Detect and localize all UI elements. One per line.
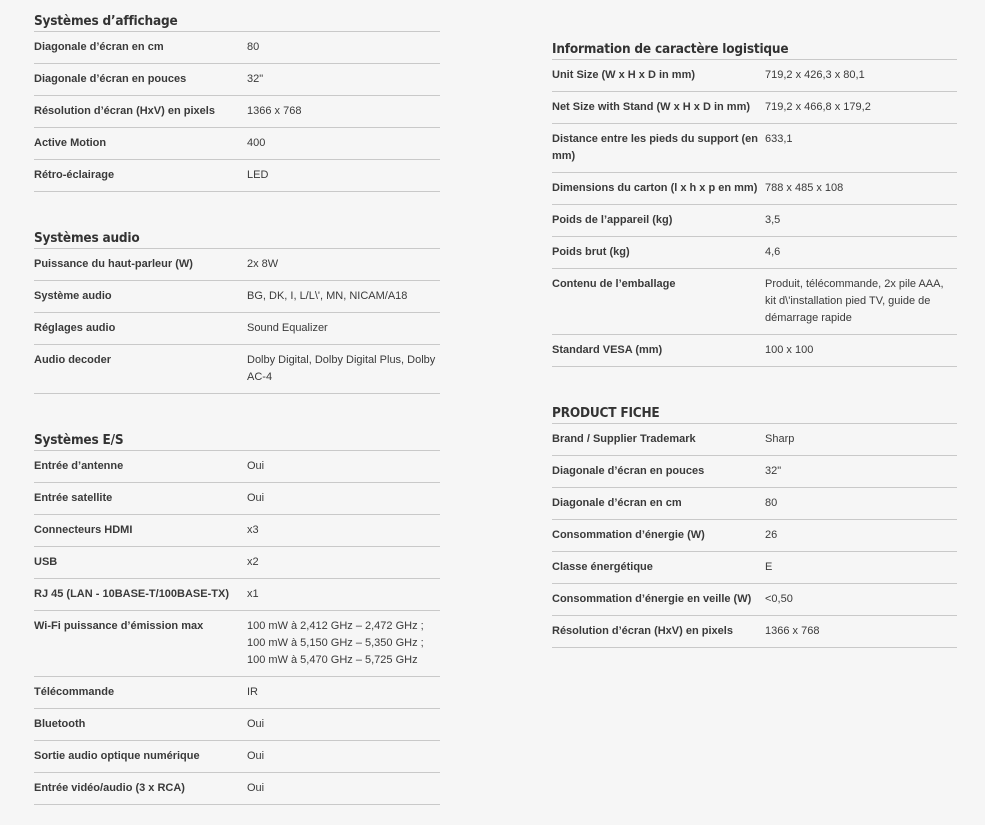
spec-label: Diagonale d’écran en pouces (34, 73, 187, 85)
spec-label: Poids de l’appareil (kg) (552, 214, 673, 226)
section-title-audio: Systèmes audio (34, 228, 440, 249)
spec-value: 3,5 (765, 214, 781, 226)
spec-value: 1366 x 768 (247, 105, 302, 117)
spec-label: Diagonale d’écran en cm (34, 41, 164, 53)
spec-row (34, 547, 440, 579)
spec-label: Contenu de l’emballage (552, 278, 676, 290)
spec-row (552, 60, 957, 92)
spec-row (34, 128, 440, 160)
spec-list (34, 249, 440, 394)
spec-row (552, 205, 957, 237)
spec-row (34, 483, 440, 515)
spec-row (34, 773, 440, 805)
spec-value: x3 (247, 524, 259, 536)
spec-value: 400 (247, 137, 266, 149)
spec-label: Audio decoder (34, 354, 112, 366)
spec-row (34, 160, 440, 192)
spec-list (34, 451, 440, 805)
spec-label: Entrée satellite (34, 492, 113, 504)
spec-label: Active Motion (34, 137, 107, 149)
section-title-logistics: Information de caractère logistique (552, 39, 957, 60)
spec-label: Unit Size (W x H x D in mm) (552, 69, 696, 81)
spec-row (552, 124, 957, 173)
spec-label: Système audio (34, 290, 112, 302)
spec-row (34, 32, 440, 64)
spec-value: Oui (247, 718, 265, 730)
spec-value: 2x 8W (247, 258, 279, 270)
spec-row (34, 451, 440, 483)
spec-value: Oui (247, 750, 265, 762)
spec-label: Réglages audio (34, 322, 116, 334)
spec-row (34, 709, 440, 741)
spec-label: Diagonale d’écran en pouces (552, 465, 705, 477)
spec-row (552, 552, 957, 584)
spec-row (34, 515, 440, 547)
spec-value: 26 (765, 529, 778, 541)
spec-value: x1 (247, 588, 259, 600)
spec-value: Produit, télécommande, 2x pile AAA, kit d\'installation pied TV, guide de démarrage rapide (765, 278, 944, 324)
spec-label: Télécommande (34, 686, 115, 698)
spec-value: 100 x 100 (765, 344, 814, 356)
spec-label: Dimensions du carton (l x h x p en mm) (552, 182, 758, 194)
spec-value: 32" (247, 73, 264, 85)
spec-row (552, 237, 957, 269)
spec-value: 788 x 485 x 108 (765, 182, 844, 194)
left-column (34, 0, 440, 805)
spec-value: IR (247, 686, 258, 698)
spec-label: Consommation d’énergie en veille (W) (552, 593, 752, 605)
spec-label: Consommation d’énergie (W) (552, 529, 705, 541)
spec-value: Dolby Digital, Dolby Digital Plus, Dolby AC-4 (247, 354, 436, 383)
section-title-io: Systèmes E/S (34, 430, 440, 451)
spec-value: 633,1 (765, 133, 793, 145)
spec-label: Résolution d’écran (HxV) en pixels (34, 105, 215, 117)
spec-label: Rétro-éclairage (34, 169, 115, 181)
right-column (552, 0, 957, 648)
spec-label: Entrée vidéo/audio (3 x RCA) (34, 782, 185, 794)
spec-value: <0,50 (765, 593, 793, 605)
spec-row (34, 313, 440, 345)
section-title-product-fiche: PRODUCT FICHE (552, 403, 957, 424)
spec-value: 80 (247, 41, 260, 53)
spec-label: Résolution d’écran (HxV) en pixels (552, 625, 733, 637)
spec-row (552, 520, 957, 552)
spec-row (552, 616, 957, 648)
spec-list (34, 32, 440, 192)
spec-list (552, 60, 957, 367)
spec-label: Wi-Fi puissance d’émission max (34, 620, 204, 632)
section-display (34, 11, 440, 192)
spec-value: Oui (247, 492, 265, 504)
spec-value: Oui (247, 460, 265, 472)
spec-label: RJ 45 (LAN - 10BASE-T/100BASE-TX) (34, 588, 229, 600)
spec-value: 719,2 x 466,8 x 179,2 (765, 101, 871, 113)
spec-row (34, 96, 440, 128)
spec-row (34, 249, 440, 281)
spec-value: 1366 x 768 (765, 625, 820, 637)
spec-row (34, 345, 440, 394)
spec-row (552, 173, 957, 205)
spec-value: x2 (247, 556, 259, 568)
spec-row (34, 741, 440, 773)
spec-value: 4,6 (765, 246, 781, 258)
spec-row (552, 488, 957, 520)
spec-label: Poids brut (kg) (552, 246, 630, 258)
spec-list (552, 424, 957, 648)
section-product-fiche (552, 403, 957, 648)
spec-value: 32" (765, 465, 782, 477)
spec-label: Connecteurs HDMI (34, 524, 133, 536)
spec-row (34, 677, 440, 709)
spec-row (34, 281, 440, 313)
section-audio (34, 228, 440, 394)
section-io (34, 430, 440, 805)
spec-value: Sound Equalizer (247, 322, 328, 334)
spec-value: E (765, 561, 773, 573)
spec-value: 100 mW à 2,412 GHz – 2,472 GHz ; 100 mW à 5,150 GHz – 5,350 GHz ; 100 mW à 5,470 GHz – 5,725 GHz (247, 620, 424, 666)
spec-label: Brand / Supplier Trademark (552, 433, 696, 445)
spec-label: Net Size with Stand (W x H x D in mm) (552, 101, 751, 113)
spec-value: Sharp (765, 433, 795, 445)
spec-row (552, 92, 957, 124)
spec-value: 719,2 x 426,3 x 80,1 (765, 69, 865, 81)
spec-label: USB (34, 556, 58, 568)
spec-row (552, 335, 957, 367)
spec-row (552, 456, 957, 488)
spec-value: LED (247, 169, 269, 181)
section-title-display: Systèmes d’affichage (34, 11, 440, 32)
spec-label: Entrée d’antenne (34, 460, 124, 472)
spec-row (34, 64, 440, 96)
spec-row (34, 579, 440, 611)
spec-label: Diagonale d’écran en cm (552, 497, 682, 509)
spec-value: 80 (765, 497, 778, 509)
spec-row (552, 584, 957, 616)
spec-label: Standard VESA (mm) (552, 344, 663, 356)
spec-row (552, 424, 957, 456)
spec-label: Sortie audio optique numérique (34, 750, 200, 762)
spec-value: BG, DK, I, L/L\', MN, NICAM/A18 (247, 290, 408, 302)
spec-label: Bluetooth (34, 718, 86, 730)
spec-label: Puissance du haut-parleur (W) (34, 258, 193, 270)
spec-value: Oui (247, 782, 265, 794)
spec-label: Classe énergétique (552, 561, 653, 573)
section-logistics (552, 39, 957, 367)
spec-label: Distance entre les pieds du support (en mm) (552, 133, 758, 162)
spec-row (552, 269, 957, 335)
spec-row (34, 611, 440, 677)
